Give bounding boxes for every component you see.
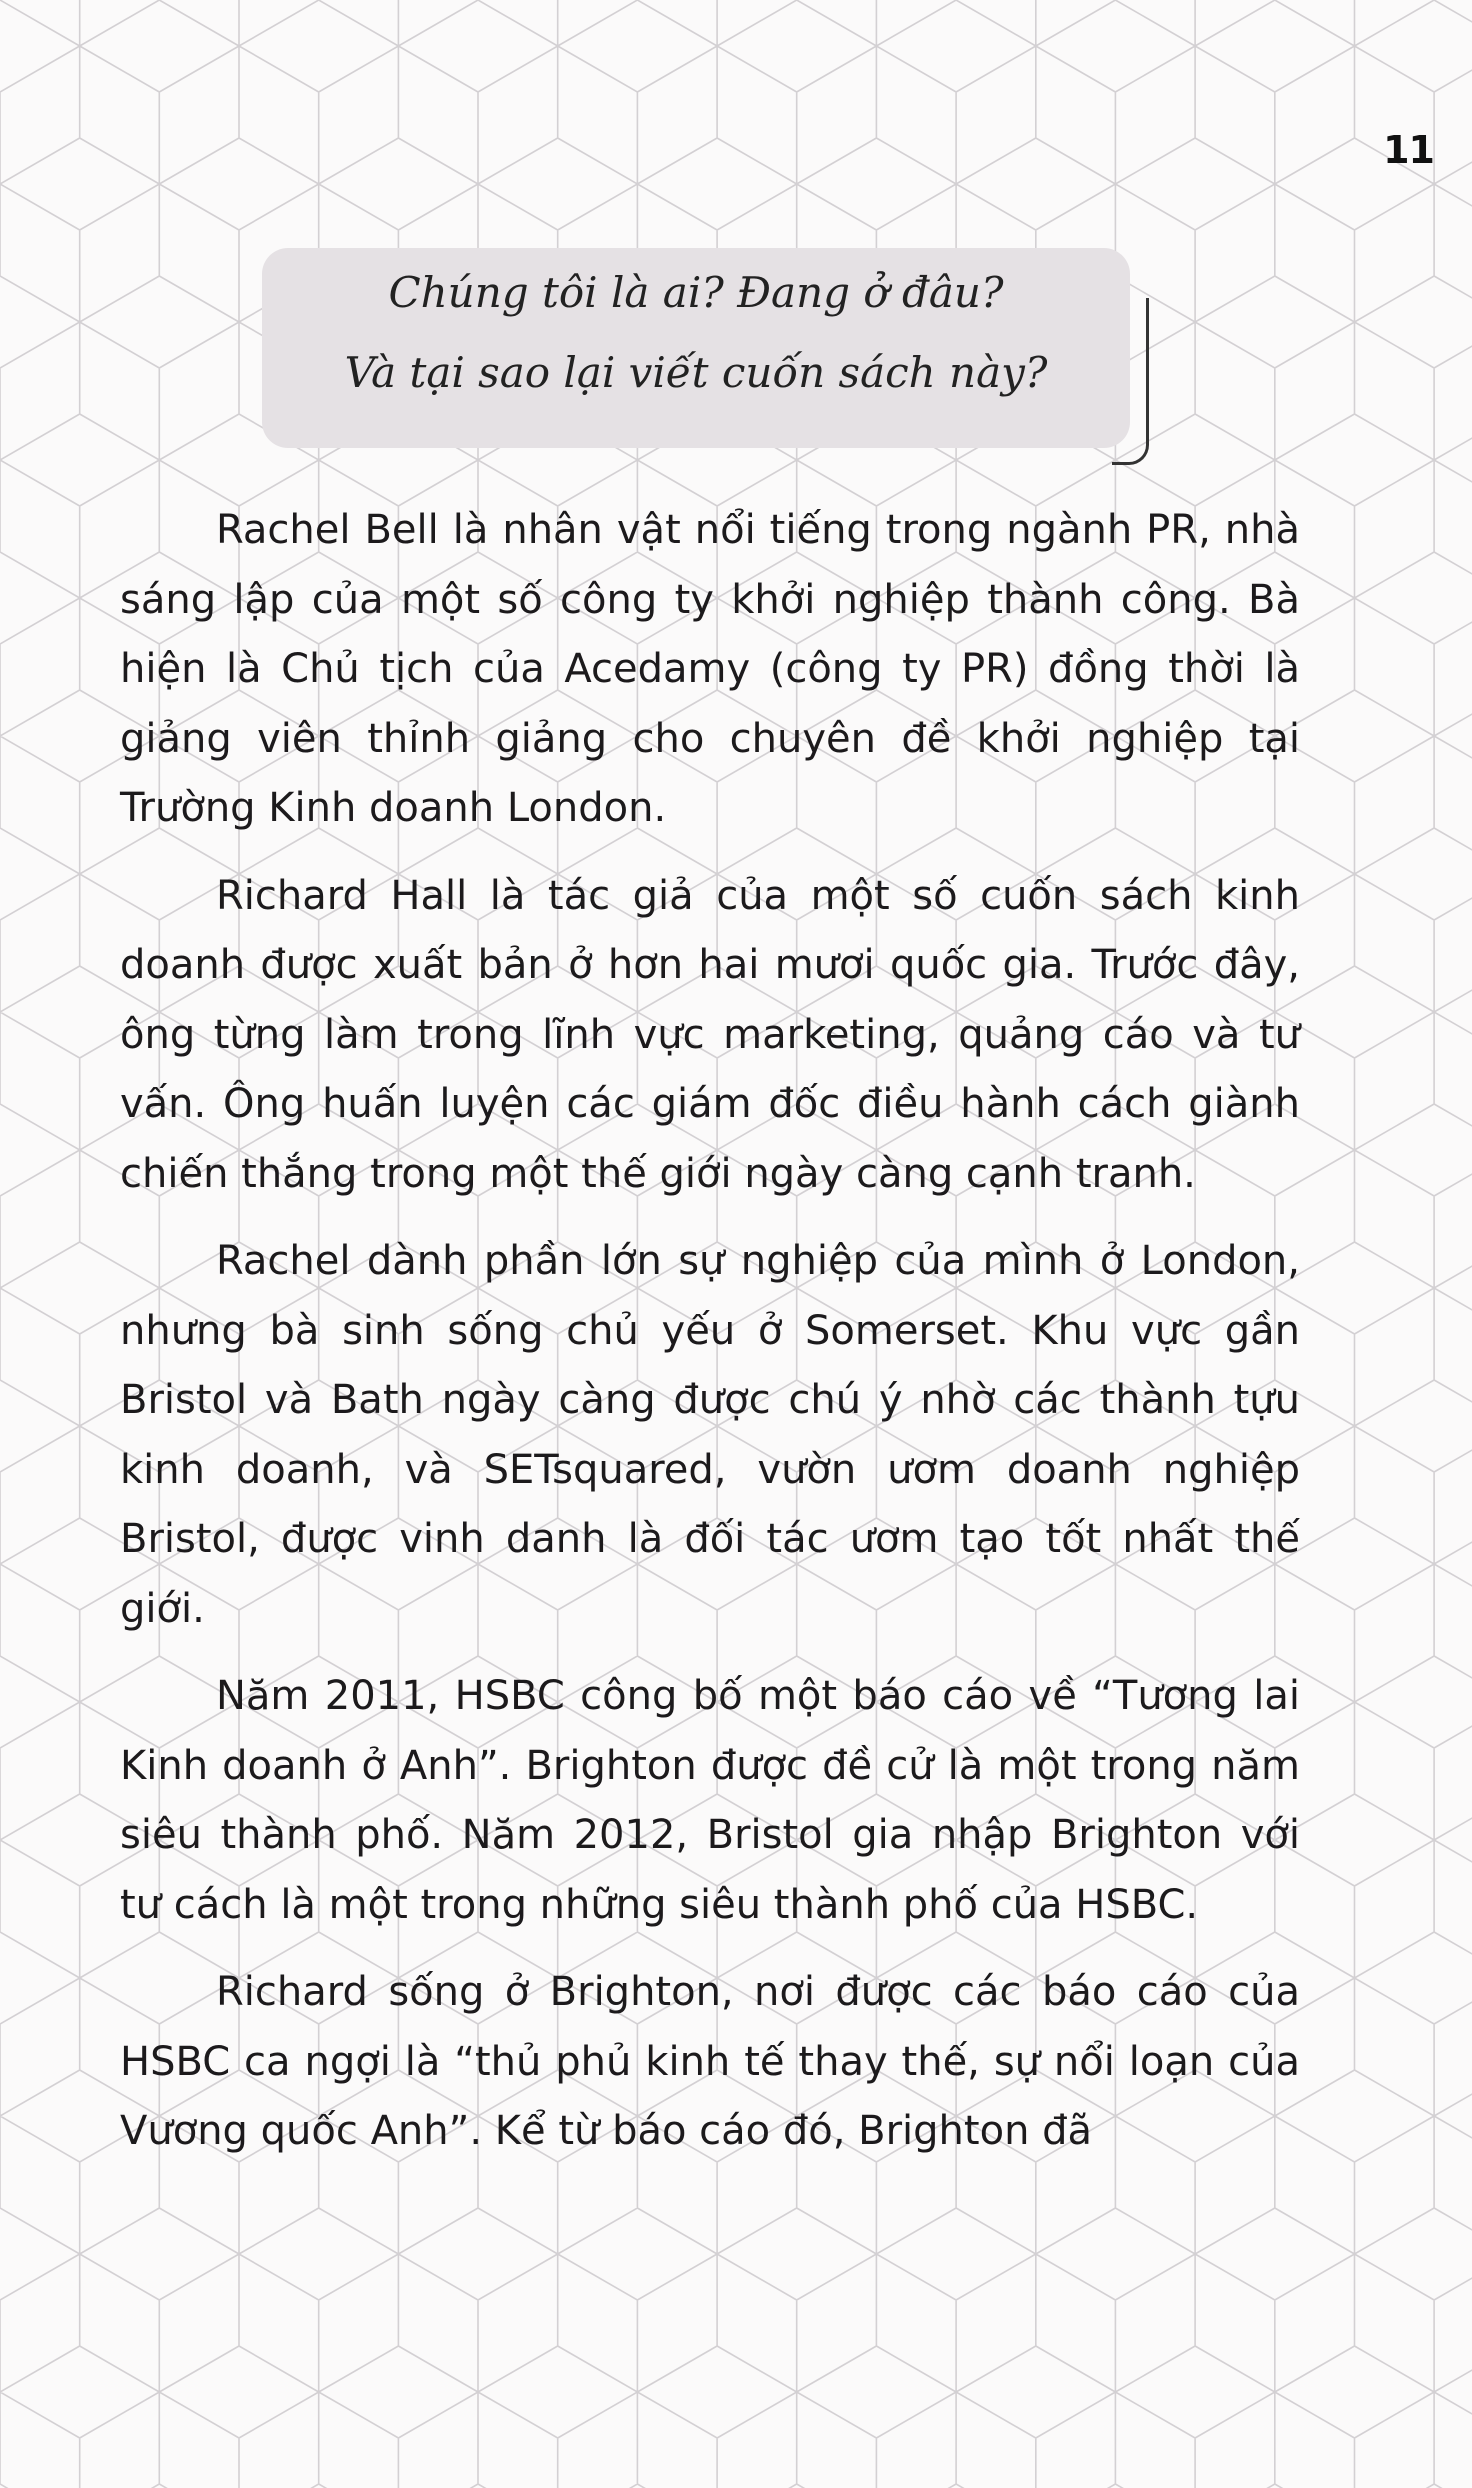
page-number: 11 xyxy=(1383,128,1434,172)
section-heading-line-1: Chúng tôi là ai? Đang ở đâu? xyxy=(388,268,1004,317)
paragraph-4: Năm 2011, HSBC công bố một báo cáo về “Tương lai Kinh doanh ở Anh”. Brighton được đề cử là một trong năm siêu thành phố. Năm 2012, Bristol gia nhập Brighton với tư cách là một trong những siêu thành phố của HSBC. xyxy=(120,1673,1300,1928)
body-text xyxy=(120,496,1300,2185)
paragraph-2: Richard Hall là tác giả của một số cuốn sách kinh doanh được xuất bản ở hơn hai mươi quốc gia. Trước đây, ông từng làm trong lĩnh vực marketing, quảng cáo và tư vấn. Ông huấn luyện các giám đốc điều hành cách giành chiến thắng trong một thế giới ngày càng cạnh tranh. xyxy=(120,872,1300,1197)
paragraph-1: Rachel Bell là nhân vật nổi tiếng trong ngành PR, nhà sáng lập của một số công ty khởi nghiệp thành công. Bà hiện là Chủ tịch của Acedamy (công ty PR) đồng thời là giảng viên thỉnh giảng cho chuyên đề khởi nghiệp tại Trường Kinh doanh London. xyxy=(120,507,1300,831)
paragraph-5: Richard sống ở Brighton, nơi được các báo cáo của HSBC ca ngợi là “thủ phủ kinh tế thay thế, sự nổi loạn của Vương quốc Anh”. Kể từ báo cáo đó, Brighton đã xyxy=(120,1969,1300,2154)
paragraph-3: Rachel dành phần lớn sự nghiệp của mình ở London, nhưng bà sinh sống chủ yếu ở Somerset. Khu vực gần Bristol và Bath ngày càng được chú ý nhờ các thành tựu kinh doanh, và SETsquared, vườn ươm doanh nghiệp Bristol, được vinh danh là đối tác ươm tạo tốt nhất thế giới. xyxy=(120,1238,1300,1632)
section-heading-line-2: Và tại sao lại viết cuốn sách này? xyxy=(344,348,1048,397)
